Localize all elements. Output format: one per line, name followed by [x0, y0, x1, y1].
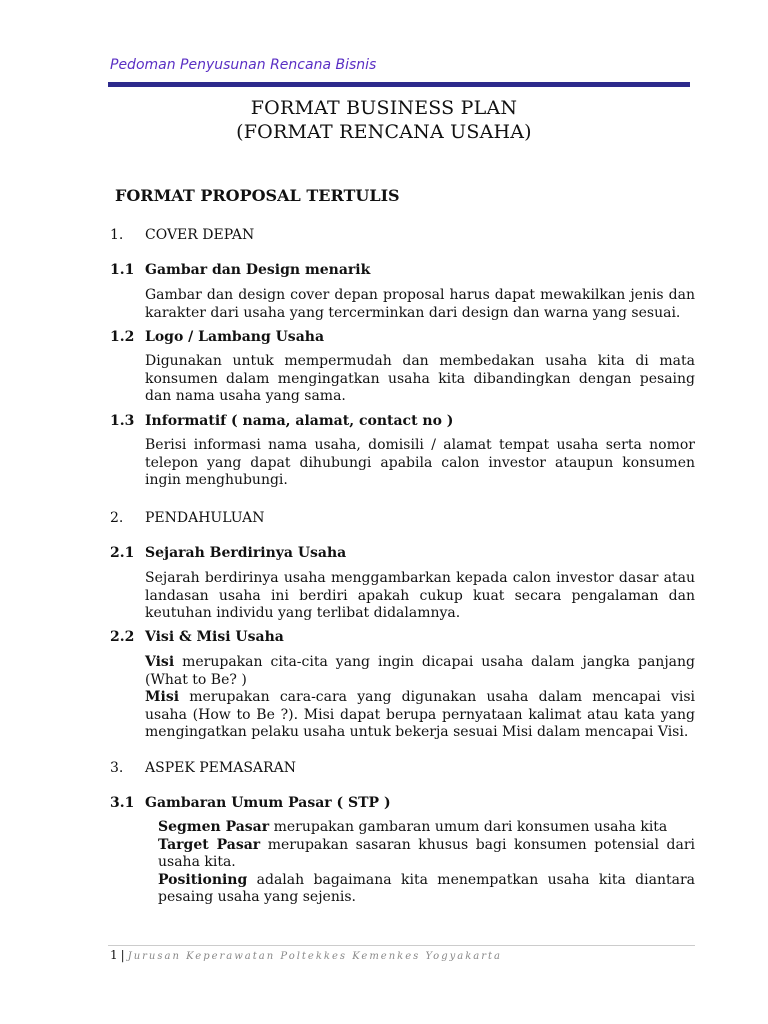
running-header: Pedoman Penyusunan Rencana Bisnis: [110, 57, 377, 73]
misi-term: Misi: [145, 689, 180, 705]
target-text: merupakan sasaran khusus bagi konsumen potensial dari usaha kita.: [158, 836, 695, 870]
subsection-text: Sejarah berdirinya usaha menggambarkan kepada calon investor dasar atau landasan usaha ini berdiri apakah cukup kuat secara pengalaman dan keutuhan individu yang terlibat didalamnya.: [145, 570, 695, 621]
section-label: PENDAHULUAN: [145, 510, 265, 526]
section-number: 3.: [110, 760, 124, 776]
subsection-number: 3.1: [110, 795, 135, 811]
subsection-label: Logo / Lambang Usaha: [145, 329, 325, 345]
segmen-term: Segmen Pasar: [158, 819, 270, 835]
subsection-number: 2.1: [110, 545, 135, 561]
section-label: COVER DEPAN: [145, 227, 255, 243]
subsection-number: 1.3: [110, 413, 135, 429]
segmen-paragraph: [158, 819, 695, 837]
page-number: 1: [110, 948, 118, 962]
target-term: Target Pasar: [158, 836, 261, 853]
section-number: 2.: [110, 510, 124, 526]
page-footer: [110, 948, 502, 962]
visi-misi-block: [145, 654, 695, 742]
subsection-label: Gambar dan Design menarik: [145, 262, 371, 278]
footer-rule: [108, 945, 695, 946]
subsection-label: Informatif ( nama, alamat, contact no ): [145, 413, 454, 429]
subsection-number: 1.2: [110, 329, 135, 345]
positioning-text: adalah bagaimana kita menempatkan usaha kita diantara pesaing usaha yang sejenis.: [158, 871, 695, 905]
section-label: ASPEK PEMASARAN: [145, 760, 296, 776]
segmen-text: merupakan gambaran umum dari konsumen usaha kita: [269, 819, 668, 835]
subsection-number: 1.1: [110, 262, 135, 278]
section-number: 1.: [110, 227, 124, 243]
subsection-text: Gambar dan design cover depan proposal harus dapat mewakilkan jenis dan karakter dari usaha yang tercerminkan dari design dan warna yang sesuai.: [145, 287, 695, 321]
stp-block: [158, 819, 695, 907]
positioning-term: Positioning: [158, 871, 248, 888]
positioning-paragraph: [158, 872, 695, 907]
target-paragraph: [158, 837, 695, 872]
footer-department: Jurusan Keperawatan Poltekkes Kemenkes Yogyakarta: [127, 951, 502, 962]
section-heading: FORMAT PROPOSAL TERTULIS: [115, 186, 400, 205]
subsection-text: Digunakan untuk mempermudah dan membedakan usaha kita di mata konsumen dalam mengingatkan usaha kita dibandingkan dengan pesaing dan nama usaha yang sama.: [145, 353, 695, 404]
subsection-label: Sejarah Berdirinya Usaha: [145, 545, 347, 561]
subsection-number: 2.2: [110, 629, 135, 645]
misi-paragraph: [145, 689, 695, 742]
footer-separator: |: [120, 948, 125, 962]
subsection-label: Gambaran Umum Pasar ( STP ): [145, 795, 391, 811]
misi-text: merupakan cara-cara yang digunakan usaha dalam mencapai visi usaha (How to Be ?). Misi dapat berupa pernyataan kalimat atau kata yang mengingatkan pelaku usaha untuk bekerja sesuai Misi dalam mencapai Visi.: [145, 689, 695, 740]
visi-text: merupakan cita-cita yang ingin dicapai usaha dalam jangka panjang (What to Be? ): [145, 654, 695, 688]
document-title: FORMAT BUSINESS PLAN: [250, 97, 518, 119]
subsection-label: Visi & Misi Usaha: [145, 629, 284, 645]
header-rule: [108, 82, 690, 87]
subsection-text: Berisi informasi nama usaha, domisili / alamat tempat usaha serta nomor telepon yang dapat dihubungi apabila calon investor ataupun konsumen ingin menghubungi.: [145, 437, 695, 488]
visi-paragraph: [145, 654, 695, 689]
document-subtitle: (FORMAT RENCANA USAHA): [236, 121, 532, 143]
visi-term: Visi: [145, 654, 175, 670]
